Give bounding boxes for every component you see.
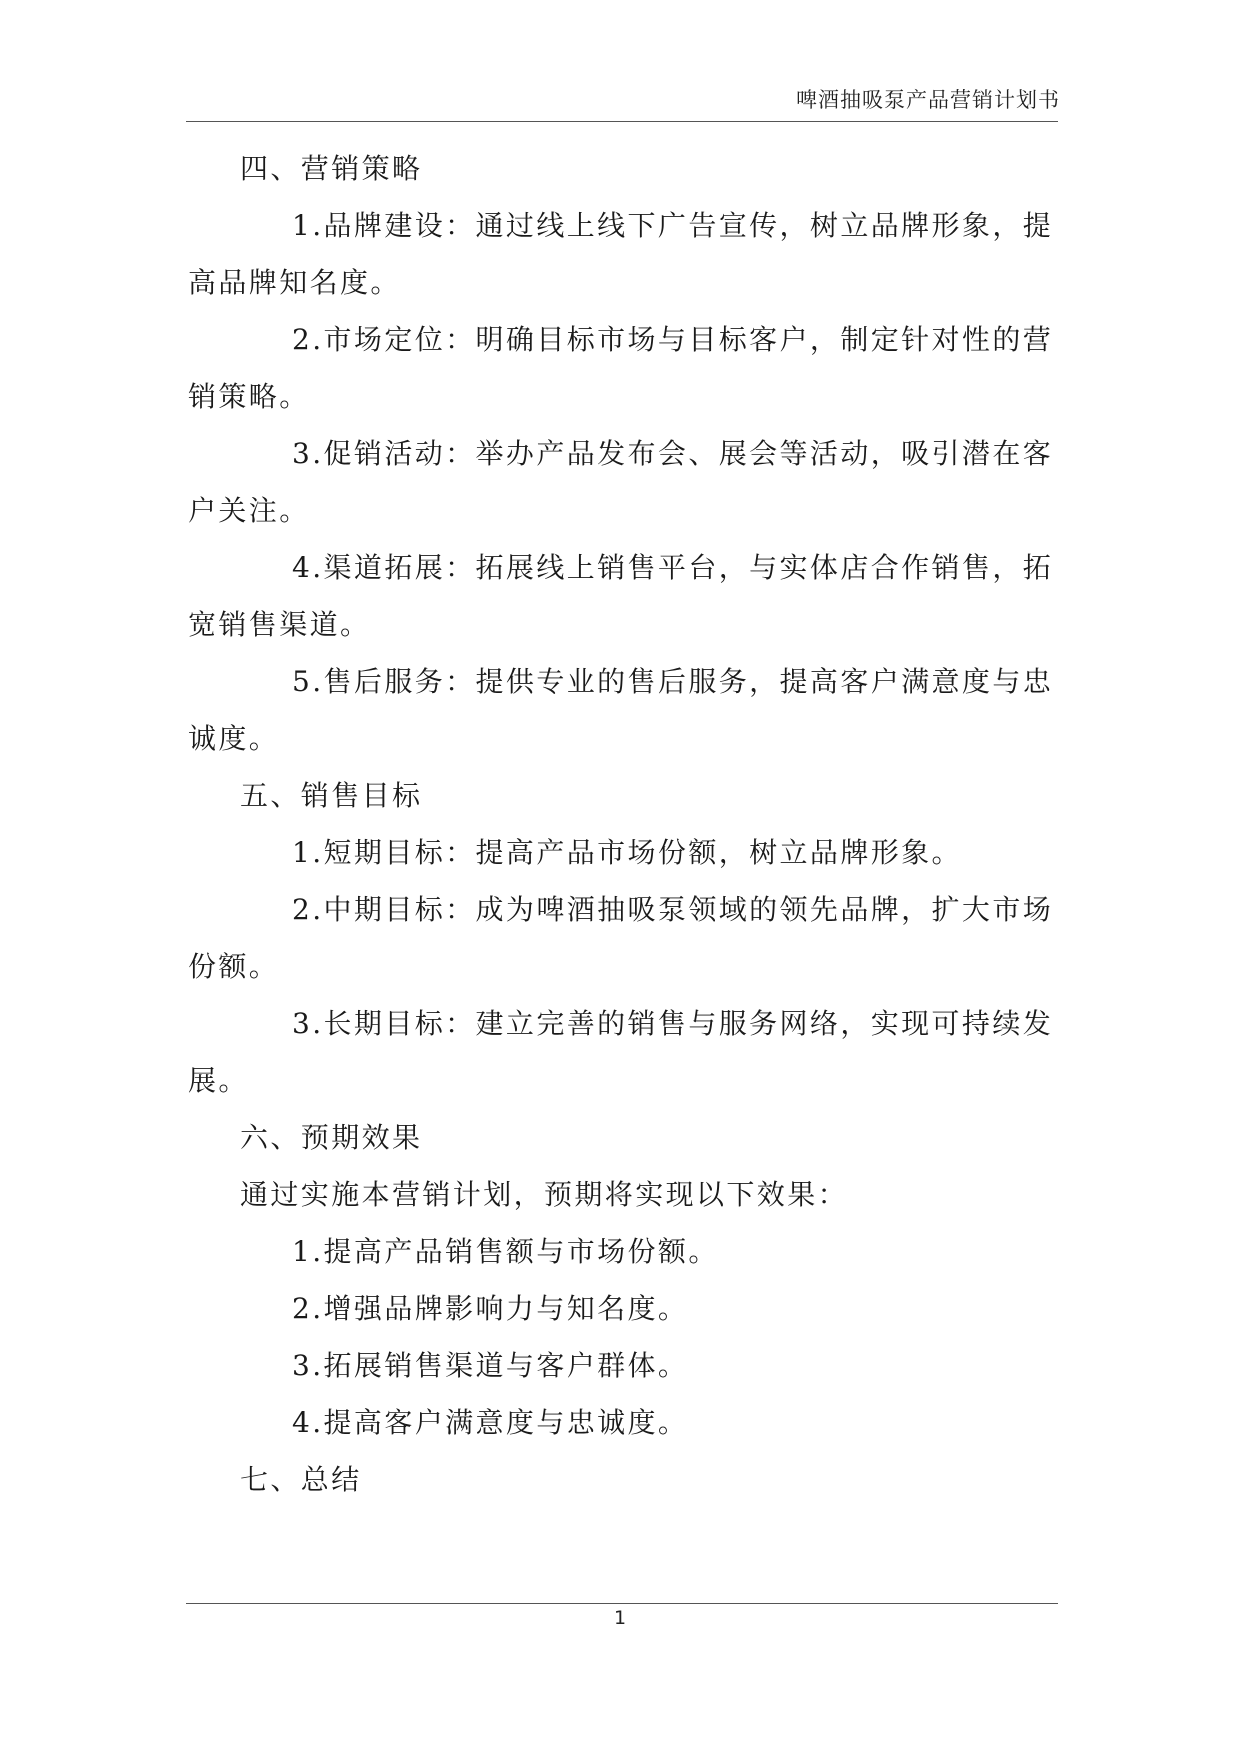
section-heading-summary: 七、总结 [240, 1463, 362, 1496]
paragraph-long-term-goal: 3.长期目标：建立完善的销售与服务网络，实现可持续发展。 [188, 1007, 1054, 1097]
paragraph-market-positioning: 2.市场定位：明确目标市场与目标客户，制定针对性的营销策略。 [188, 323, 1054, 413]
paragraph-promotion: 3.促销活动：举办产品发布会、展会等活动，吸引潜在客户关注。 [188, 437, 1054, 527]
paragraph-result-channels: 3.拓展销售渠道与客户群体。 [292, 1349, 689, 1382]
paragraph-after-sales: 5.售后服务：提供专业的售后服务，提高客户满意度与忠诚度。 [188, 665, 1054, 755]
paragraph-channel-expansion: 4.渠道拓展：拓展线上销售平台，与实体店合作销售，拓宽销售渠道。 [188, 551, 1054, 641]
footer-divider [186, 1603, 1058, 1604]
paragraph-result-satisfaction: 4.提高客户满意度与忠诚度。 [292, 1406, 689, 1439]
header-divider [186, 121, 1058, 122]
section-heading-sales-goals: 五、销售目标 [240, 779, 423, 812]
paragraph-result-brand: 2.增强品牌影响力与知名度。 [292, 1292, 689, 1325]
section-heading-marketing-strategy: 四、营销策略 [240, 152, 423, 185]
document-body [188, 140, 1058, 1508]
section-heading-expected-results: 六、预期效果 [240, 1121, 423, 1154]
paragraph-mid-term-goal: 2.中期目标：成为啤酒抽吸泵领域的领先品牌，扩大市场份额。 [188, 893, 1054, 983]
paragraph-brand-building: 1.品牌建设：通过线上线下广告宣传，树立品牌形象，提高品牌知名度。 [188, 209, 1054, 299]
page-number: 1 [613, 1607, 627, 1629]
paragraph-short-term-goal: 1.短期目标：提高产品市场份额，树立品牌形象。 [292, 836, 962, 869]
document-title: 啤酒抽吸泵产品营销计划书 [796, 88, 1060, 112]
paragraph-expected-intro: 通过实施本营销计划，预期将实现以下效果： [240, 1178, 849, 1211]
paragraph-result-sales: 1.提高产品销售额与市场份额。 [292, 1235, 719, 1268]
